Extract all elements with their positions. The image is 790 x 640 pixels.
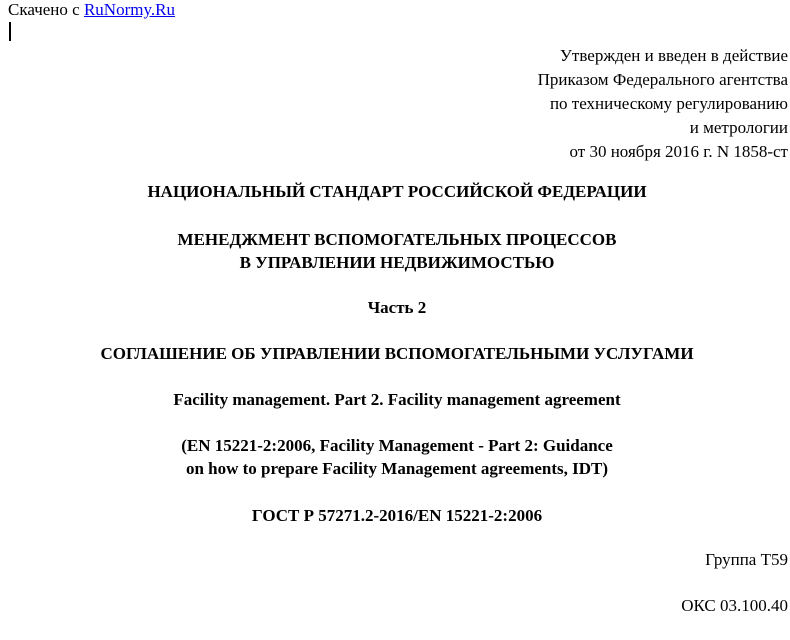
approval-line: и метрологии [689,118,788,137]
source-link[interactable]: RuNormy.Ru [83,0,175,19]
approval-line: Приказом Федерального агентства [537,70,788,89]
text-cursor [9,22,11,41]
source-prefix: Скачено с [8,0,80,19]
national-standard-heading [0,180,790,203]
source-line [8,0,175,20]
subtitle-text: СОГЛАШЕНИЕ ОБ УПРАВЛЕНИИ ВСПОМОГАТЕЛЬНЫМИ УСЛУГАМИ [100,344,694,363]
approval-block [538,44,788,164]
en-reference-line: on how to prepare Facility Management agreements, IDT) [185,459,609,478]
subtitle-heading [0,342,790,365]
standard-name-line: МЕНЕДЖМЕНТ ВСПОМОГАТЕЛЬНЫХ ПРОЦЕССОВ [177,230,617,249]
en-reference-line: (EN 15221-2:2006, Facility Management - Part 2: Guidance [181,436,613,455]
approval-line: по техническому регулированию [549,94,788,113]
approval-line: от 30 ноября 2016 г. N 1858-ст [569,142,788,161]
group-code: Группа Т59 [705,550,788,569]
english-title-text: Facility management. Part 2. Facility management agreement [173,390,621,409]
standard-name-line: В УПРАВЛЕНИИ НЕДВИЖИМОСТЬЮ [239,253,555,272]
gost-text: ГОСТ Р 57271.2-2016/EN 15221-2:2006 [251,506,543,525]
part-text: Часть 2 [367,298,427,317]
en-reference [0,434,790,480]
gost-designation [0,504,790,527]
approval-line: Утвержден и введен в действие [559,46,788,65]
english-title [0,388,790,411]
national-standard-text: НАЦИОНАЛЬНЫЙ СТАНДАРТ РОССИЙСКОЙ ФЕДЕРАЦИИ [147,182,647,201]
standard-name-heading [0,228,790,274]
oks-code: ОКС 03.100.40 [681,596,788,615]
part-heading [0,296,790,319]
